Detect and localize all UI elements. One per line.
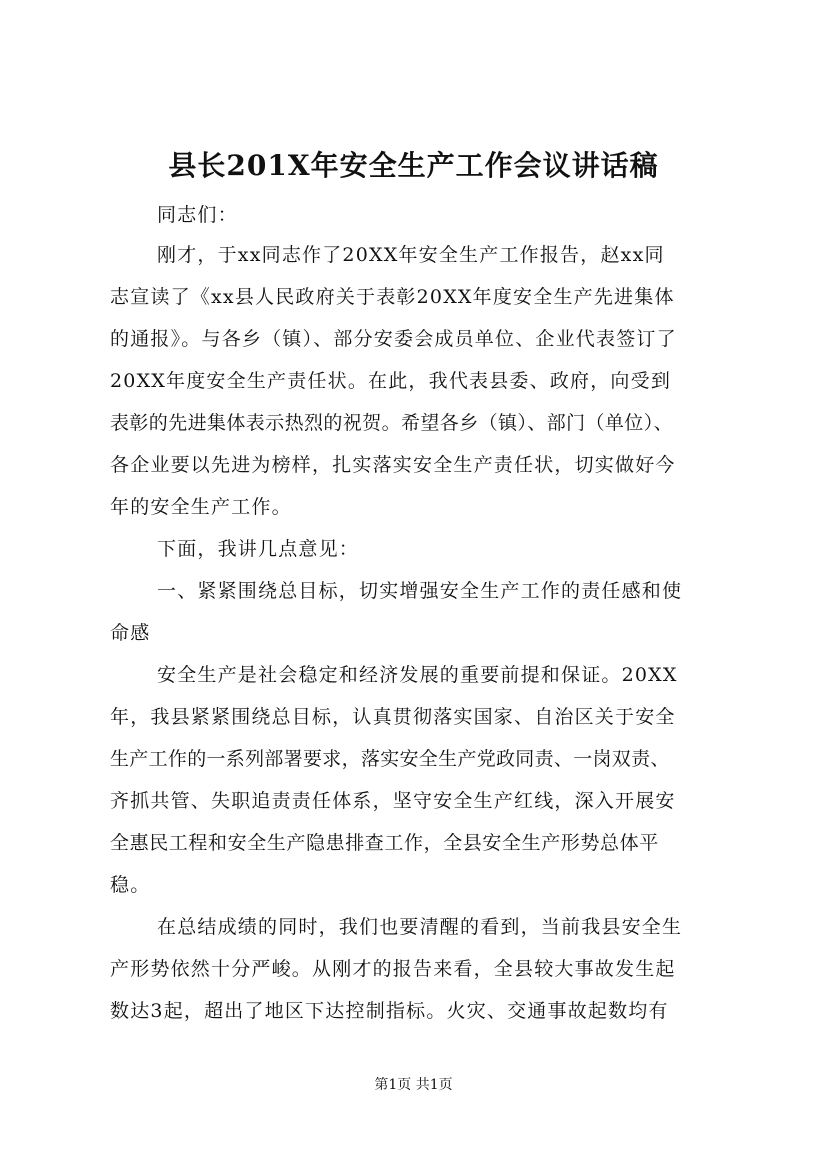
paragraph-line: 年的安全生产工作。 bbox=[110, 496, 292, 518]
paragraph-line: 产形势依然十分严峻。从刚才的报告来看，全县较大事故发生起 bbox=[110, 958, 676, 980]
paragraph-line: 数达3起，超出了地区下达控制指标。火灾、交通事故起数均有 bbox=[110, 1000, 669, 1022]
paragraph-line: 各企业要以先进为榜样，扎实落实安全生产责任状，切实做好今 bbox=[110, 454, 676, 476]
paragraph-line: 安全生产是社会稳定和经济发展的重要前提和保证。20XX bbox=[157, 664, 678, 686]
paragraph-line: 生产工作的一系列部署要求，落实安全生产党政同责、一岗双责、 bbox=[110, 748, 670, 770]
paragraph-line: 在总结成绩的同时，我们也要清醒的看到，当前我县安全生 bbox=[157, 916, 683, 938]
page-footer: 第1页 共1页 bbox=[374, 1077, 453, 1093]
paragraph-line: 稳。 bbox=[110, 874, 151, 896]
paragraph-line: 年，我县紧紧围绕总目标，认真贯彻落实国家、自治区关于安全 bbox=[110, 706, 676, 728]
paragraph-line: 志宣读了《xx县人民政府关于表彰20XX年度安全生产先进集体 bbox=[110, 286, 675, 308]
section-heading: 一、紧紧围绕总目标，切实增强安全生产工作的责任感和使 bbox=[157, 580, 683, 602]
paragraph-line: 全惠民工程和安全生产隐患排查工作，全县安全生产形势总体平 bbox=[110, 832, 659, 854]
paragraph-line: 刚才，于xx同志作了20XX年安全生产工作报告，赵xx同 bbox=[157, 244, 665, 266]
paragraph-line: 齐抓共管、失职追责责任体系，坚守安全生产红线，深入开展安 bbox=[110, 790, 676, 812]
section-heading: 命感 bbox=[110, 622, 151, 644]
document-title: 县长201X年安全生产工作会议讲话稿 bbox=[168, 149, 659, 182]
paragraph-line: 下面，我讲几点意见： bbox=[157, 538, 360, 560]
salutation: 同志们： bbox=[157, 204, 238, 226]
paragraph-line: 表彰的先进集体表示热烈的祝贺。希望各乡（镇）、部门（单位）、 bbox=[110, 412, 674, 434]
paragraph-line: 20XX年度安全生产责任状。在此，我代表县委、政府，向受到 bbox=[110, 370, 672, 392]
paragraph-line: 的通报》。与各乡（镇）、部分安委会成员单位、企业代表签订了 bbox=[110, 328, 677, 350]
